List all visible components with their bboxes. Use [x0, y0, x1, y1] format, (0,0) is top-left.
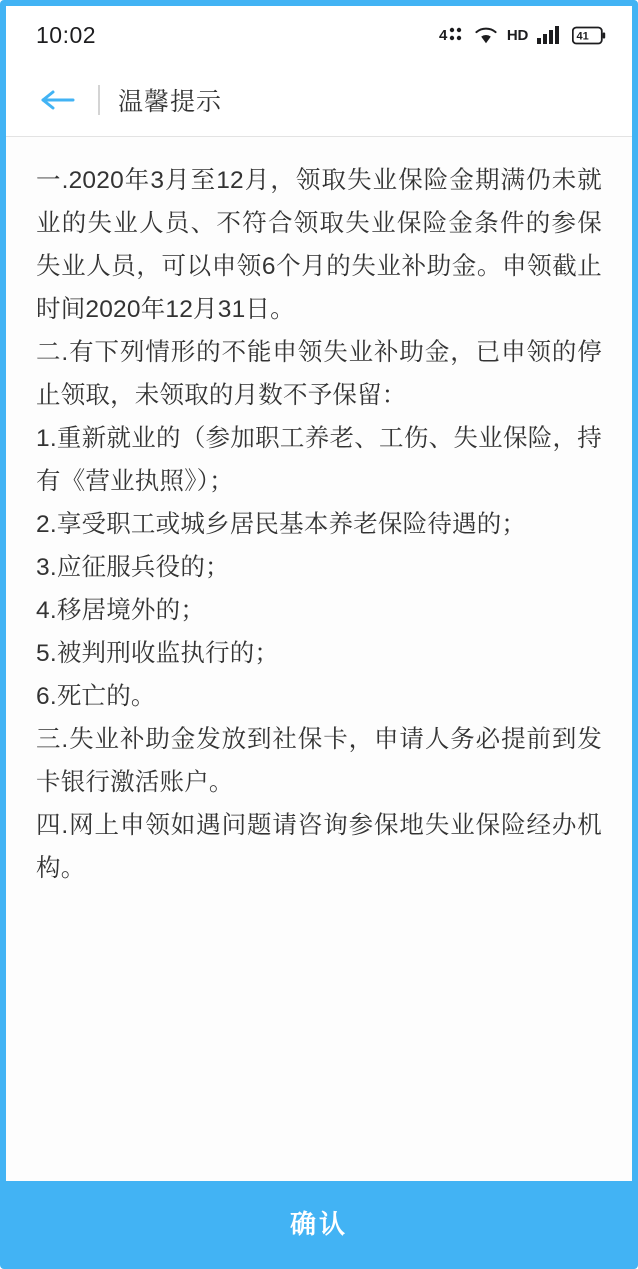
status-bar	[6, 6, 632, 64]
notice-paragraph-9: 三.失业补助金发放到社保卡，申请人务必提前到发卡银行激活账户。	[36, 726, 602, 796]
notice-paragraph-3: 1.重新就业的（参加职工养老、工伤、失业保险，持有《营业执照》）；	[36, 425, 602, 495]
hd-icon: HD	[506, 26, 528, 44]
confirm-button[interactable]	[6, 1181, 632, 1263]
signal-icon	[537, 24, 563, 46]
confirm-button-label: 确认	[289, 1208, 348, 1239]
wifi-icon	[474, 24, 498, 46]
notice-paragraph-4: 2.享受职工或城乡居民基本养老保险待遇的；	[36, 511, 527, 538]
status-icon-group	[439, 24, 606, 46]
svg-text:41: 41	[576, 30, 589, 43]
title-divider	[98, 85, 100, 115]
svg-text:4: 4	[438, 27, 448, 44]
notice-paragraph-1: 一.2020年3月至12月，领取失业保险金期满仍未就业的失业人员、不符合领取失业保险金条件的参保失业人员，可以申领6个月的失业补助金。申领截止时间2020年12月31日。	[36, 167, 602, 323]
back-arrow-icon	[39, 86, 79, 114]
status-time: 10:02	[36, 21, 97, 48]
notice-paragraph-6: 4.移居境外的；	[36, 597, 206, 624]
back-button[interactable]	[34, 75, 84, 125]
notification-badge-icon	[439, 24, 465, 46]
title-bar	[6, 64, 632, 137]
notice-paragraph-8: 6.死亡的。	[36, 683, 156, 710]
page-title: 温馨提示	[118, 88, 223, 116]
notice-paragraph-5: 3.应征服兵役的；	[36, 554, 230, 581]
notice-paragraph-2: 二.有下列情形的不能申领失业补助金，已申领的停止领取，未领取的月数不予保留：	[36, 339, 602, 409]
notice-paragraph-10: 四.网上申领如遇问题请咨询参保地失业保险经办机构。	[36, 812, 602, 882]
notice-content	[6, 137, 632, 1181]
battery-icon	[572, 24, 606, 46]
notice-paragraph-7: 5.被判刑收监执行的；	[36, 640, 280, 667]
